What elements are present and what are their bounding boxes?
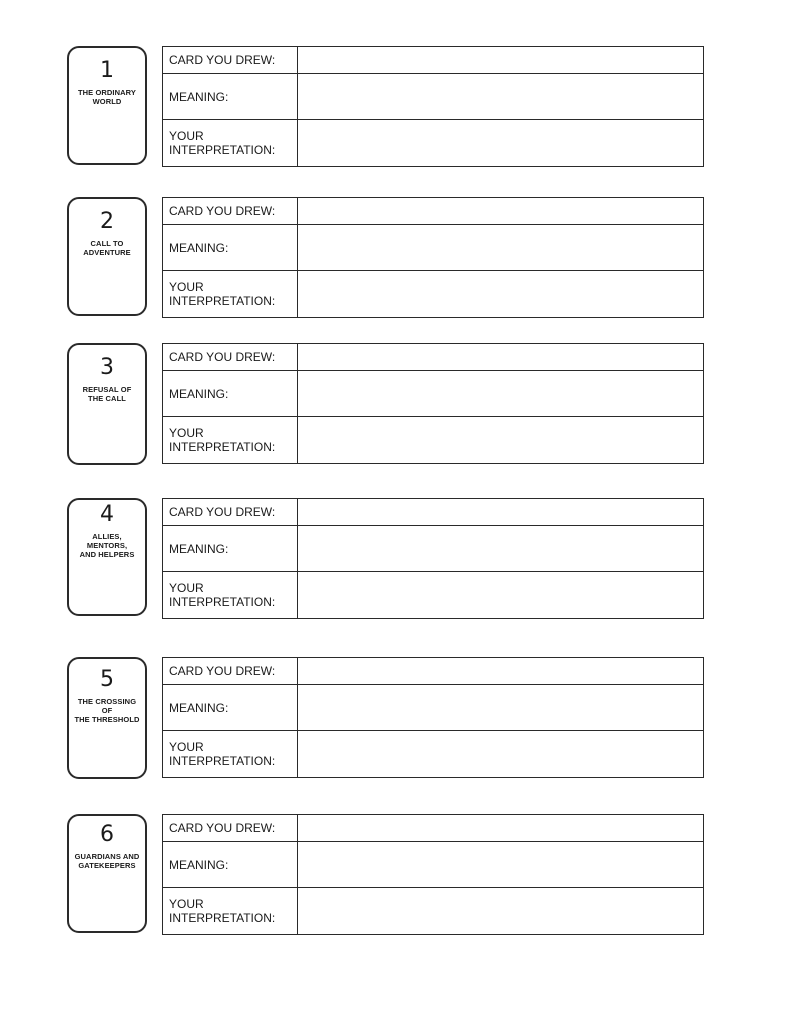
- card-drawn-field[interactable]: [298, 344, 703, 370]
- stage-number: 5: [100, 667, 114, 692]
- card-drawn-field[interactable]: [298, 198, 703, 224]
- stage-number: 4: [100, 502, 114, 527]
- stage-form: [162, 814, 704, 935]
- meaning-field[interactable]: [298, 225, 703, 270]
- stage-form: [162, 197, 704, 318]
- stage-number: 6: [100, 822, 114, 847]
- stage-card: [67, 343, 147, 465]
- stage-card: [67, 814, 147, 933]
- stage-card: [67, 657, 147, 779]
- interpretation-row: [163, 730, 703, 777]
- stage-form: [162, 343, 704, 464]
- meaning-field[interactable]: [298, 526, 703, 571]
- interpretation-row: [163, 416, 703, 463]
- stage-title: THE CROSSING OF THE THRESHOLD: [74, 697, 140, 724]
- interpretation-field[interactable]: [298, 888, 703, 934]
- stage-number: 3: [100, 355, 114, 380]
- card-drawn-label: CARD YOU DREW:: [163, 658, 298, 684]
- stage-card: [67, 498, 147, 616]
- meaning-field[interactable]: [298, 371, 703, 416]
- meaning-label: MEANING:: [163, 526, 298, 571]
- stage-number: 2: [100, 209, 114, 234]
- meaning-label: MEANING:: [163, 685, 298, 730]
- interpretation-field[interactable]: [298, 271, 703, 317]
- meaning-label: MEANING:: [163, 842, 298, 887]
- stage-title: REFUSAL OF THE CALL: [82, 385, 132, 403]
- interpretation-label: YOUR INTERPRETATION:: [163, 120, 298, 166]
- interpretation-row: [163, 887, 703, 934]
- meaning-field[interactable]: [298, 842, 703, 887]
- card-drawn-field[interactable]: [298, 658, 703, 684]
- meaning-row: [163, 370, 703, 416]
- card-drawn-field[interactable]: [298, 815, 703, 841]
- card-drawn-field[interactable]: [298, 499, 703, 525]
- interpretation-field[interactable]: [298, 731, 703, 777]
- interpretation-label: YOUR INTERPRETATION:: [163, 572, 298, 618]
- card-drawn-field[interactable]: [298, 47, 703, 73]
- card-drawn-label: CARD YOU DREW:: [163, 499, 298, 525]
- interpretation-label: YOUR INTERPRETATION:: [163, 417, 298, 463]
- meaning-label: MEANING:: [163, 225, 298, 270]
- meaning-label: MEANING:: [163, 371, 298, 416]
- interpretation-row: [163, 270, 703, 317]
- interpretation-label: YOUR INTERPRETATION:: [163, 271, 298, 317]
- card-drawn-label: CARD YOU DREW:: [163, 815, 298, 841]
- card-drawn-row: [163, 815, 703, 841]
- interpretation-row: [163, 571, 703, 618]
- card-drawn-row: [163, 499, 703, 525]
- stage-form: [162, 46, 704, 167]
- meaning-row: [163, 684, 703, 730]
- stage-number: 1: [100, 58, 114, 83]
- card-drawn-row: [163, 47, 703, 73]
- card-drawn-row: [163, 344, 703, 370]
- stage-card: [67, 46, 147, 165]
- interpretation-field[interactable]: [298, 120, 703, 166]
- interpretation-label: YOUR INTERPRETATION:: [163, 731, 298, 777]
- stage-form: [162, 498, 704, 619]
- interpretation-label: YOUR INTERPRETATION:: [163, 888, 298, 934]
- stage-form: [162, 657, 704, 778]
- meaning-row: [163, 224, 703, 270]
- interpretation-field[interactable]: [298, 572, 703, 618]
- stage-title: CALL TO ADVENTURE: [83, 239, 131, 257]
- interpretation-field[interactable]: [298, 417, 703, 463]
- meaning-field[interactable]: [298, 685, 703, 730]
- card-drawn-label: CARD YOU DREW:: [163, 344, 298, 370]
- meaning-label: MEANING:: [163, 74, 298, 119]
- card-drawn-label: CARD YOU DREW:: [163, 47, 298, 73]
- stage-title: THE ORDINARY WORLD: [77, 88, 136, 106]
- meaning-row: [163, 841, 703, 887]
- card-drawn-row: [163, 658, 703, 684]
- card-drawn-row: [163, 198, 703, 224]
- meaning-field[interactable]: [298, 74, 703, 119]
- stage-card: [67, 197, 147, 316]
- stage-title: GUARDIANS AND GATEKEEPERS: [74, 852, 140, 870]
- meaning-row: [163, 73, 703, 119]
- meaning-row: [163, 525, 703, 571]
- stage-title: ALLIES, MENTORS, AND HELPERS: [79, 532, 135, 559]
- interpretation-row: [163, 119, 703, 166]
- card-drawn-label: CARD YOU DREW:: [163, 198, 298, 224]
